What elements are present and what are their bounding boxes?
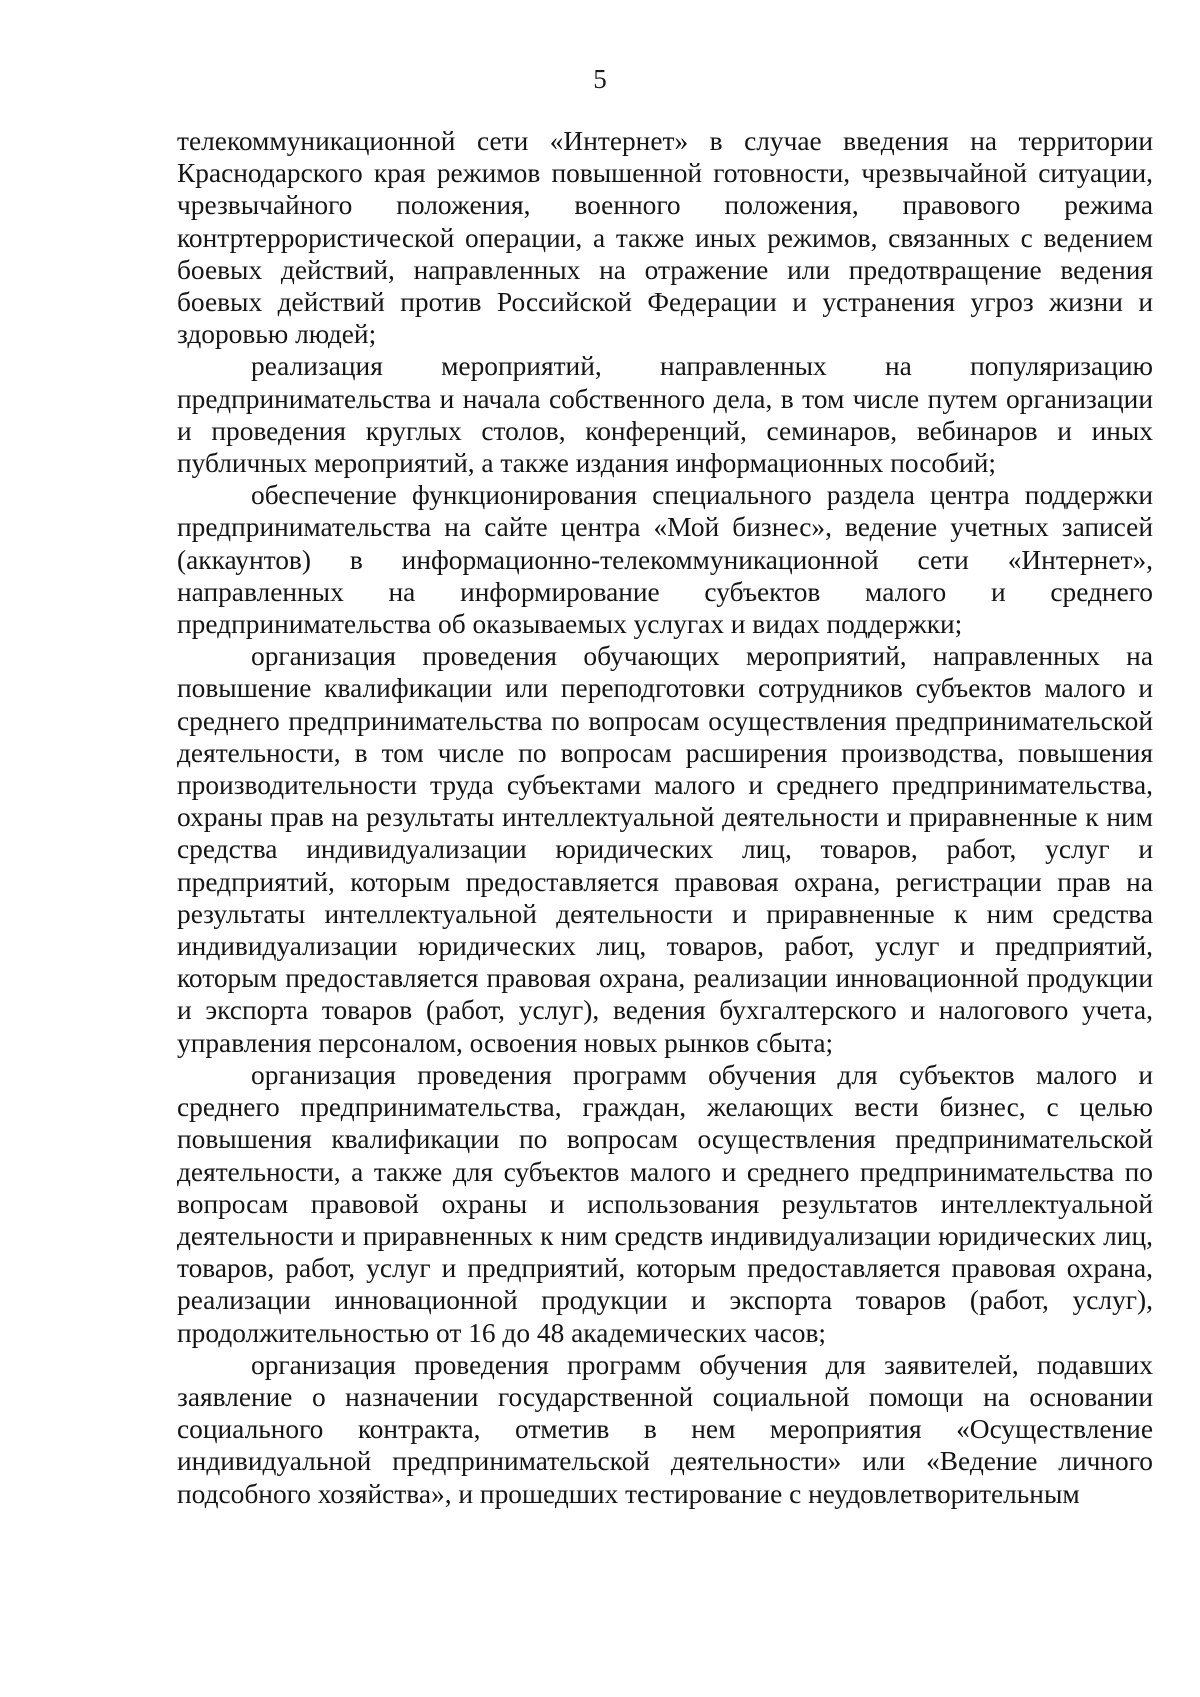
paragraph-training-events: организация проведения обучающих мероприятий, направленных на повышение квалификации или переподготовки сотрудников субъектов малого и среднего предпринимательства по вопросам осуществления предпринимательской деятельности, в том числе по вопросам расширения производства, повышения производительности труда субъектами малого и среднего предпринимательства, охраны прав на результаты интеллектуальной деятельности и приравненные к ним средства индивидуализации юридических лиц, товаров, работ, услуг и предприятий, которым предоставляется правовая охрана, регистрации прав на результаты интеллектуальной деятельности и приравненные к ним средства индивидуализации юридических лиц, товаров, работ, услуг и предприятий, которым предоставляется правовая охрана, реализации инновационной продукции и экспорта товаров (работ, услуг), ведения бухгалтерского и налогового учета, управления персоналом, освоения новых рынков сбыта;	[177, 641, 1153, 1058]
page-number: 5	[593, 64, 607, 94]
paragraph-social-contract-training: организация проведения программ обучения для заявителей, подавших заявление о назначении государственной социальной помощи на основании социального контракта, отметив в нем мероприятия «Осуществление индивидуальной предпринимательской деятельности» или «Ведение личного подсобного хозяйства», и прошедших тестирование с неудовлетворительным	[177, 1349, 1153, 1509]
paragraph-website-section: обеспечение функционирования специального раздела центра поддержки предпринимательства на сайте центра «Мой бизнес», ведение учетных записей (аккаунтов) в информационно-телекоммуникационной сети «Интернет», направленных на информирование субъектов малого и среднего предпринимательства об оказываемых услугах и видах поддержки;	[177, 480, 1153, 640]
paragraph-continuation: телекоммуникационной сети «Интернет» в случае введения на территории Краснодарского края режимов повышенной готовности, чрезвычайной ситуации, чрезвычайного положения, военного положения, правового режима контртеррористической операции, а также иных режимов, связанных с ведением боевых действий, направленных на отражение или предотвращение ведения боевых действий против Российской Федерации и устранения угроз жизни и здоровью людей;	[177, 126, 1153, 350]
paragraph-popularization: реализация мероприятий, направленных на популяризацию предпринимательства и начала собственного дела, в том числе путем организации и проведения круглых столов, конференций, семинаров, вебинаров и иных публичных мероприятий, а также издания информационных пособий;	[177, 351, 1153, 479]
document-body	[177, 125, 1153, 1510]
paragraph-training-programs: организация проведения программ обучения для субъектов малого и среднего предпринимательства, граждан, желающих вести бизнес, с целью повышения квалификации по вопросам осуществления предпринимательской деятельности, а также для субъектов малого и среднего предпринимательства по вопросам правовой охраны и использования результатов интеллектуальной деятельности и приравненных к ним средств индивидуализации юридических лиц, товаров, работ, услуг и предприятий, которым предоставляется правовая охрана, реализации инновационной продукции и экспорта товаров (работ, услуг), продолжительностью от 16 до 48 академических часов;	[177, 1059, 1153, 1348]
